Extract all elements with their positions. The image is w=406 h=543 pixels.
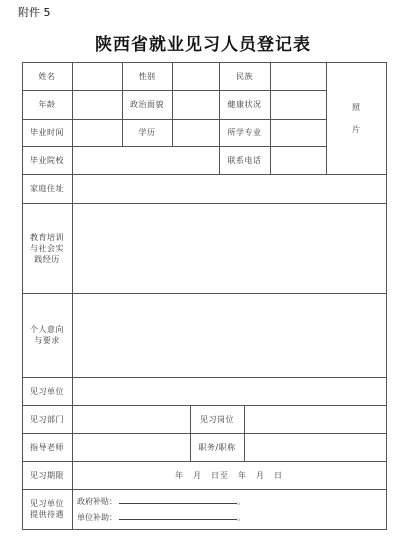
unit-subsidy-line: 单位补助： 。 [77, 513, 245, 522]
graduation-time-label: 毕业时间 [30, 128, 64, 137]
internship-period-label: 见习期限 [30, 470, 64, 480]
internship-unit-label: 见习单位 [30, 386, 64, 396]
row-divider [22, 203, 387, 204]
graduate-school-label: 毕业院校 [30, 155, 64, 165]
government-subsidy-line: 政府补贴： 。 [77, 497, 245, 506]
gender-label: 性别 [138, 71, 156, 81]
mentor-label: 指导老师 [30, 442, 64, 452]
unit-subsidy-label: 单位补助： [77, 513, 117, 522]
treatment-label: 见习单位 提供待遇 [30, 499, 64, 519]
registration-form-table [22, 62, 387, 530]
column-divider [270, 62, 271, 175]
home-address-label: 家庭住址 [30, 184, 64, 193]
label-column-divider [72, 62, 73, 530]
attachment-number: 附件 5 [18, 6, 51, 19]
government-subsidy-blank [119, 496, 237, 504]
internship-department-label: 见习部门 [30, 414, 64, 424]
health-status-label: 健康状况 [227, 100, 262, 109]
row-divider [22, 489, 387, 490]
internship-period-value: 年 月 日至 年 月 日 [175, 470, 283, 480]
personal-intention-label: 个人意向 与要求 [30, 325, 64, 345]
name-label: 姓名 [38, 71, 56, 81]
row-divider [22, 293, 387, 294]
column-divider [244, 405, 245, 462]
major-label: 所学专业 [227, 128, 262, 137]
row-divider [22, 174, 387, 175]
internship-post-label: 见习岗位 [200, 414, 234, 424]
row-divider [22, 377, 387, 378]
education-label: 学历 [138, 128, 156, 137]
photo-placeholder: 照 片 [352, 102, 360, 134]
form-title: 陕西省就业见习人员登记表 [95, 35, 311, 55]
government-subsidy-label: 政府补贴： [77, 497, 117, 506]
table-border-right [386, 62, 387, 530]
phone-label: 联系电话 [227, 155, 262, 165]
age-label: 年龄 [38, 100, 56, 109]
political-status-label: 政治面貌 [130, 100, 164, 109]
ethnicity-label: 民族 [236, 71, 253, 81]
table-border-bottom [22, 529, 387, 530]
education-practice-label: 教育培训 与社会实 践经历 [30, 232, 64, 264]
column-divider [172, 62, 173, 147]
unit-subsidy-blank [119, 512, 237, 520]
mentor-title-label: 职务/职称 [198, 442, 236, 452]
